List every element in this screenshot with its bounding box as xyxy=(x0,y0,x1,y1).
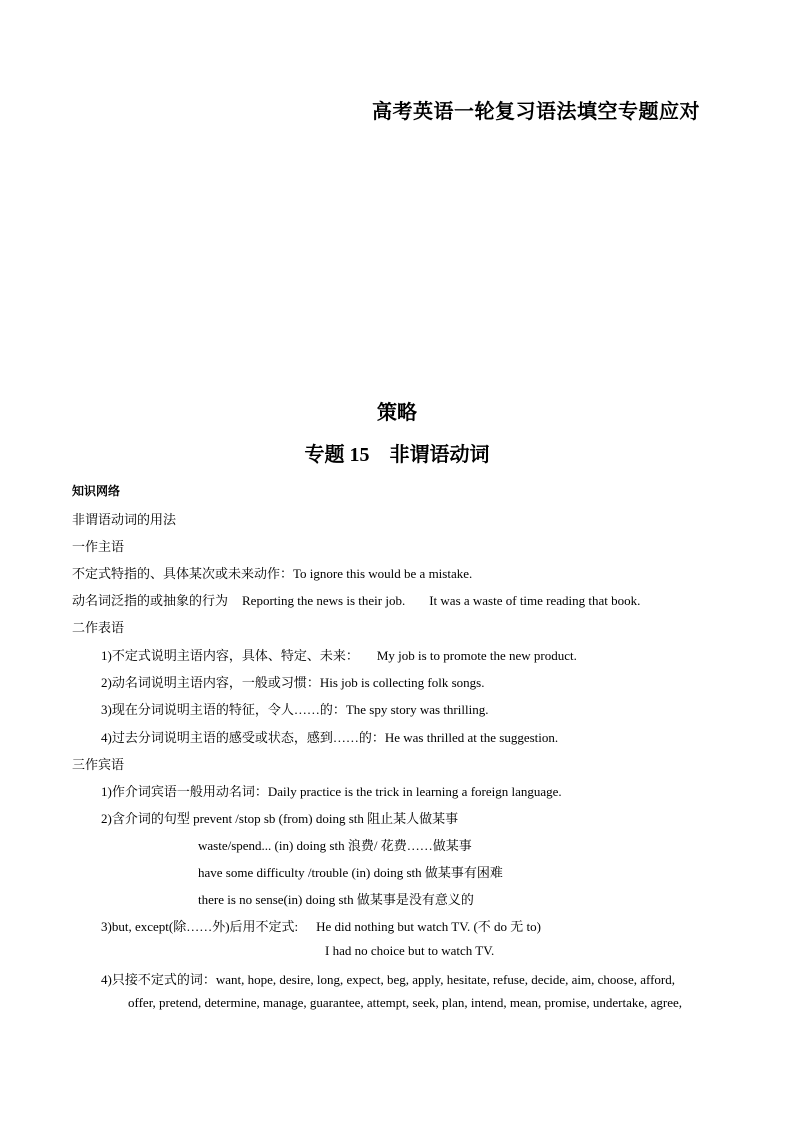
object-heading: 三作宾语 xyxy=(72,757,125,772)
object-line-2d: there is no sense(in) doing sth 做某事是没有意义的 xyxy=(198,892,474,907)
object-line-3-label: 3)but, except(除……外)后用不定式: xyxy=(101,919,299,934)
section-heading: 策略 xyxy=(377,402,417,424)
topic-heading: 专题 15 非谓语动词 xyxy=(304,444,490,466)
object-line-4b: offer, pretend, determine, manage, guarantee, attempt, seek, plan, intend, mean, promise, undertake, agree, xyxy=(128,995,683,1010)
object-line-2c: have some difficulty /trouble (in) doing sth 做某事有困难 xyxy=(198,865,503,880)
document-title: 高考英语一轮复习语法填空专题应对 xyxy=(372,101,700,123)
object-line-4: 4)只接不定式的词：want, hope, desire, long, expect, beg, apply, hesitate, refuse, decide, aim, choose, afford, xyxy=(101,972,675,987)
subject-line-2-example-2: It was a waste of time reading that book. xyxy=(429,593,641,608)
predicative-line-1-label: 1)不定式说明主语内容，具体、特定、未来： xyxy=(101,648,359,663)
object-line-3-example: He did nothing but watch TV. (不 do 无 to) xyxy=(316,919,541,934)
predicative-line-1 xyxy=(101,645,577,664)
object-line-2b: waste/spend... (in) doing sth 浪费/ 花费……做某事 xyxy=(198,838,472,853)
subject-line-2-example-1: Reporting the news is their job. xyxy=(242,593,406,608)
predicative-heading: 二作表语 xyxy=(72,620,125,635)
predicative-line-1-example: My job is to promote the new product. xyxy=(376,648,577,663)
subject-line-1: 不定式特指的、具体某次或未来动作：To ignore this would be a mistake. xyxy=(72,566,473,581)
subject-line-2 xyxy=(72,590,640,609)
object-line-3 xyxy=(101,916,541,935)
subject-line-2-label: 动名词泛指的或抽象的行为 xyxy=(72,593,229,608)
object-line-3b: I had no choice but to watch TV. xyxy=(325,943,495,958)
subject-heading: 一作主语 xyxy=(72,539,125,554)
object-line-1: 1)作介词宾语一般用动名词：Daily practice is the trick in learning a foreign language. xyxy=(101,784,562,799)
knowledge-network-label: 知识网络 xyxy=(72,484,121,498)
object-line-2: 2)含介词的句型 prevent /stop sb (from) doing sth 阻止某人做某事 xyxy=(101,811,459,826)
predicative-line-4: 4)过去分词说明主语的感受或状态，感到……的：He was thrilled at the suggestion. xyxy=(101,730,559,745)
predicative-line-3: 3)现在分词说明主语的特征，令人……的：The spy story was thrilling. xyxy=(101,702,489,717)
predicative-line-2: 2)动名词说明主语内容，一般或习惯：His job is collecting folk songs. xyxy=(101,675,485,690)
usage-heading: 非谓语动词的用法 xyxy=(72,512,177,527)
